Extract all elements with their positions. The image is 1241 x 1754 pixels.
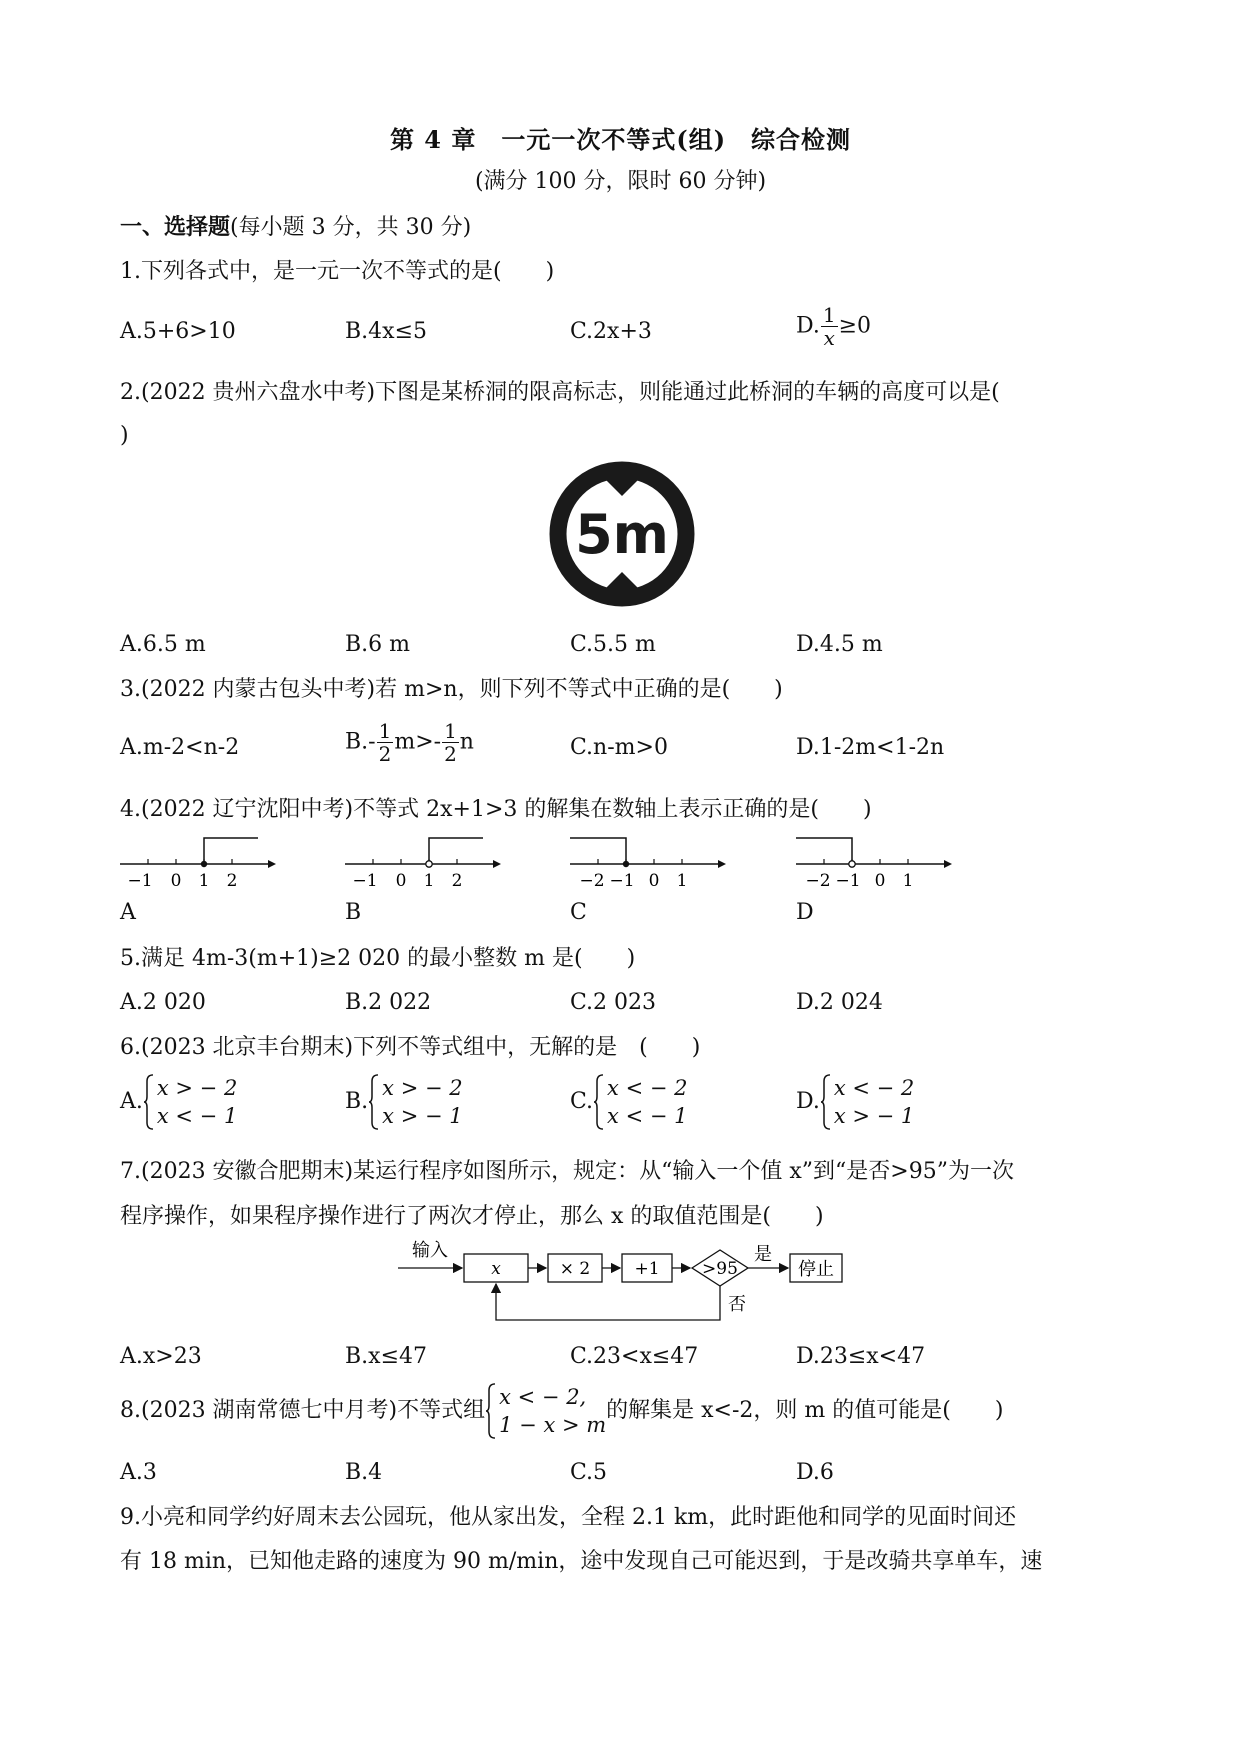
page-title: 第 4 章 一元一次不等式(组) 综合检测 [389,125,852,154]
q1-option-d [796,304,871,349]
system-line-2: 1 − x > m [499,1413,607,1437]
tick-label: 0 [648,871,660,890]
flow-decision-label: >95 [702,1259,738,1279]
q9-line2: 有 18 min，已知他走路的速度为 90 m/min，途中发现自己可能迟到，于是改骑共享单车，速 [120,1549,1043,1574]
system-line-1: x > − 2 [382,1076,463,1100]
system-line-2: x < − 1 [607,1104,688,1128]
brace-icon [820,1074,832,1130]
q6-c-system [593,1074,687,1130]
q4-label-c: C [570,900,587,925]
fraction-denominator: 2 [378,742,392,766]
tick-label: −2 [579,871,605,890]
q3-option-a: A.m-2<n-2 [120,735,240,760]
q1-option-a: A.5+6>10 [120,319,236,344]
q5-option-b: B.2 022 [345,990,432,1015]
tick-label: −1 [352,871,378,890]
q4-label-a: A [120,900,136,925]
q1-d-prefix: D. [796,313,820,339]
q2-stem-line2: ) [120,423,129,448]
q1-d-fraction [821,304,838,349]
number-line-d [794,834,954,890]
number-line-c [568,834,728,890]
q3-b-fraction-2 [442,720,459,765]
q8-option-c: C.5 [570,1460,608,1485]
tick-label: −1 [835,871,861,890]
brace-icon [485,1383,497,1439]
brace-icon [368,1074,380,1130]
q7-option-b: B.x≤47 [345,1344,427,1369]
fraction-denominator: x [823,326,835,350]
q8-stem-suffix: 的解集是 x<-2，则 m 的值可能是( ) [606,1398,1004,1423]
system-line-1: x < − 2, [499,1385,587,1409]
system-line-2: x < − 1 [156,1104,238,1128]
q1-stem: 1.下列各式中，是一元一次不等式的是( ) [120,259,555,284]
q6-b-prefix: B. [345,1089,369,1114]
sign-text: 5m [575,503,669,566]
height-limit-sign [548,460,696,608]
q3-option-b [345,720,474,765]
q8-option-d: D.6 [796,1460,834,1485]
q5-option-d: D.2 024 [796,990,883,1015]
q2-option-a: A.6.5 m [120,632,206,657]
flow-no-label: 否 [728,1294,746,1315]
tick-label: −1 [609,871,635,890]
tick-label: 1 [902,871,914,890]
q6-option-b [345,1074,463,1130]
tick-label: −1 [127,871,153,890]
q6-option-c [570,1074,687,1130]
q1-d-suffix: ≥0 [838,313,872,339]
section-note: (每小题 3 分，共 30 分) [230,215,472,240]
q6-stem: 6.(2023 北京丰台期末)下列不等式组中，无解的是 ( ) [120,1035,701,1060]
q7-option-d: D.23≤x<47 [796,1344,926,1369]
tick-label: 1 [676,871,688,890]
q6-option-d [796,1074,914,1130]
fraction-numerator: 1 [444,719,457,743]
q4-stem: 4.(2022 辽宁沈阳中考)不等式 2x+1>3 的解集在数轴上表示正确的是( ) [120,797,872,822]
q6-option-a [120,1074,237,1130]
fraction-numerator: 1 [822,303,836,327]
section-heading [120,212,471,243]
q7-stem-line1: 7.(2023 安徽合肥期末)某运行程序如图所示，规定：从“输入一个值 x”到“是否>95”为一次 [120,1159,1014,1184]
brace-icon [593,1074,605,1130]
q3-b-mid: m>- [394,729,442,755]
system-line-1: x < − 2 [833,1076,915,1100]
q7-option-a: A.x>23 [120,1344,202,1369]
brace-icon [143,1074,155,1130]
q6-d-system [820,1074,914,1130]
system-line-2: x > − 1 [833,1104,915,1128]
q3-b-suffix: n [459,729,474,755]
q8-option-b: B.4 [345,1460,383,1485]
q5-stem: 5.满足 4m-3(m+1)≥2 020 的最小整数 m 是( ) [120,946,636,971]
q5-option-c: C.2 023 [570,990,657,1015]
flow-yes-label: 是 [754,1244,772,1265]
q2-option-d: D.4.5 m [796,632,883,657]
q6-a-prefix: A. [120,1089,143,1114]
q1-option-c: C.2x+3 [570,319,652,344]
system-line-1: x > − 2 [156,1076,238,1100]
q8-stem [120,1383,1003,1439]
tick-label: 0 [395,871,407,890]
q4-label-d: D [796,900,814,925]
flow-box-times2-label: × 2 [559,1259,591,1279]
q2-option-c: C.5.5 m [570,632,656,657]
q6-b-system [368,1074,462,1130]
q5-option-a: A.2 020 [120,990,206,1015]
tick-label: 0 [874,871,886,890]
q3-b-prefix: B.- [345,729,376,755]
tick-label: 1 [423,871,435,890]
flow-input-label: 输入 [412,1240,448,1261]
q8-system [485,1383,606,1439]
q3-b-fraction-1 [377,720,394,765]
system-line-2: x > − 1 [382,1104,463,1128]
q4-label-b: B [345,900,362,925]
tick-label: 2 [451,871,463,890]
tick-label: 0 [170,871,182,890]
q2-stem-line1: 2.(2022 贵州六盘水中考)下图是某桥洞的限高标志，则能通过此桥洞的车辆的高度可以是( [120,380,1000,405]
flow-box-plus1-label: +1 [634,1259,660,1279]
q8-option-a: A.3 [120,1460,157,1485]
fraction-numerator: 1 [378,719,392,743]
q3-stem: 3.(2022 内蒙古包头中考)若 m>n，则下列不等式中正确的是( ) [120,677,783,702]
number-line-b [343,834,503,890]
fraction-denominator: 2 [444,742,457,766]
q7-stem-line2: 程序操作，如果程序操作进行了两次才停止，那么 x 的取值范围是( ) [120,1204,824,1229]
flow-stop-label: 停止 [798,1259,834,1280]
tick-label: 1 [198,871,210,890]
q8-stem-prefix: 8.(2023 湖南常德七中月考)不等式组 [120,1398,486,1423]
flow-box-x-label: x [491,1259,501,1279]
q6-a-system [143,1074,237,1130]
page-subtitle: (满分 100 分，限时 60 分钟) [474,169,767,194]
q3-option-d: D.1-2m<1-2n [796,735,945,760]
tick-label: 2 [226,871,238,890]
q7-option-c: C.23<x≤47 [570,1344,699,1369]
number-line-a [118,834,278,890]
q1-option-b: B.4x≤5 [345,319,427,344]
section-title: 一、选择题 [120,214,231,240]
q6-c-prefix: C. [570,1089,594,1114]
q6-d-prefix: D. [796,1089,820,1114]
program-flowchart [398,1238,848,1334]
q2-option-b: B.6 m [345,632,411,657]
system-line-1: x < − 2 [607,1076,688,1100]
tick-label: −2 [805,871,831,890]
q9-line1: 9.小亮和同学约好周末去公园玩，他从家出发，全程 2.1 km，此时距他和同学的见面时间还 [120,1505,1017,1530]
q3-option-c: C.n-m>0 [570,735,668,760]
